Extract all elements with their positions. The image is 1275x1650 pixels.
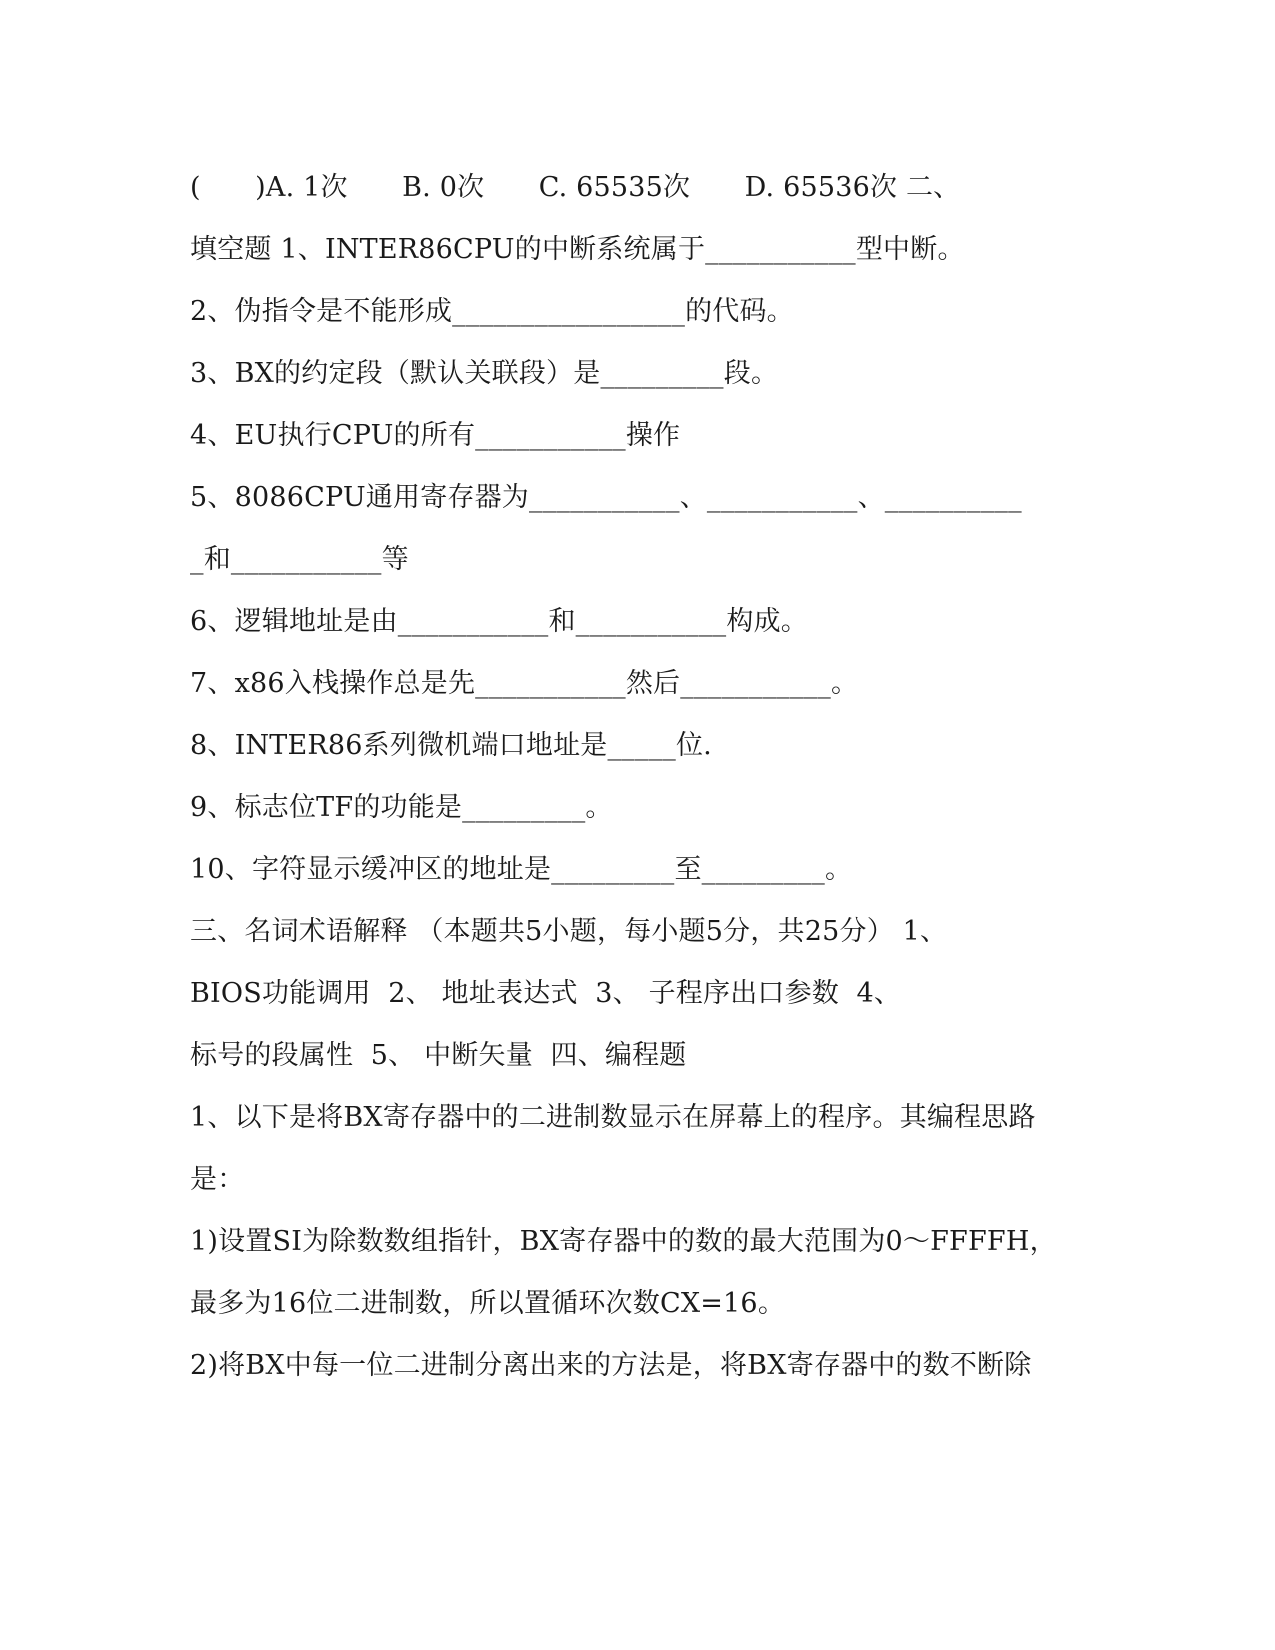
text-line-fill-blank-9: 9、标志位TF的功能是_________。 bbox=[190, 792, 613, 823]
text-line-step-1-cont: 最多为16位二进制数，所以置循环次数CX=16。 bbox=[190, 1288, 786, 1319]
text-line-fill-blank-10: 10、字符显示缓冲区的地址是_________至_________。 bbox=[190, 854, 853, 885]
text-line-step-2: 2)将BX中每一位二进制分离出来的方法是，将BX寄存器中的数不断除 bbox=[190, 1350, 1032, 1381]
text-line-fill-blank-5: 5、8086CPU通用寄存器为___________、___________、__________ bbox=[190, 482, 1022, 513]
text-line-fill-blank-1: 填空题 1、INTER86CPU的中断系统属于___________型中断。 bbox=[190, 234, 965, 265]
text-line-programming-1: 1、以下是将BX寄存器中的二进制数显示在屏幕上的程序。其编程思路 bbox=[190, 1102, 1036, 1133]
text-line-fill-blank-7: 7、x86入栈操作总是先___________然后___________。 bbox=[190, 668, 859, 699]
text-line-fill-blank-3: 3、BX的约定段（默认关联段）是_________段。 bbox=[190, 358, 779, 389]
text-line-fill-blank-4: 4、EU执行CPU的所有___________操作 bbox=[190, 420, 681, 451]
text-line-terms-1: BIOS功能调用 2、 地址表达式 3、 子程序出口参数 4、 bbox=[190, 978, 902, 1009]
text-line-terms-2: 标号的段属性 5、 中断矢量 四、编程题 bbox=[190, 1040, 687, 1071]
text-line-section-3-heading: 三、名词术语解释 （本题共5小题，每小题5分，共25分） 1、 bbox=[190, 916, 948, 947]
text-line-fill-blank-5-cont: _和___________等 bbox=[190, 544, 409, 575]
text-line-fill-blank-8: 8、INTER86系列微机端口地址是_____位. bbox=[190, 730, 712, 761]
text-line-choice-options: ( )A. 1次 B. 0次 C. 65535次 D. 65536次 二、 bbox=[190, 172, 961, 203]
text-line-fill-blank-6: 6、逻辑地址是由___________和___________构成。 bbox=[190, 606, 808, 637]
text-line-step-1: 1)设置SI为除数数组指针，BX寄存器中的数的最大范围为0～FFFFH， bbox=[190, 1226, 1057, 1257]
document-body bbox=[190, 166, 1090, 1406]
text-line-fill-blank-2: 2、伪指令是不能形成_________________的代码。 bbox=[190, 296, 794, 327]
text-line-programming-1-cont: 是： bbox=[190, 1164, 245, 1195]
